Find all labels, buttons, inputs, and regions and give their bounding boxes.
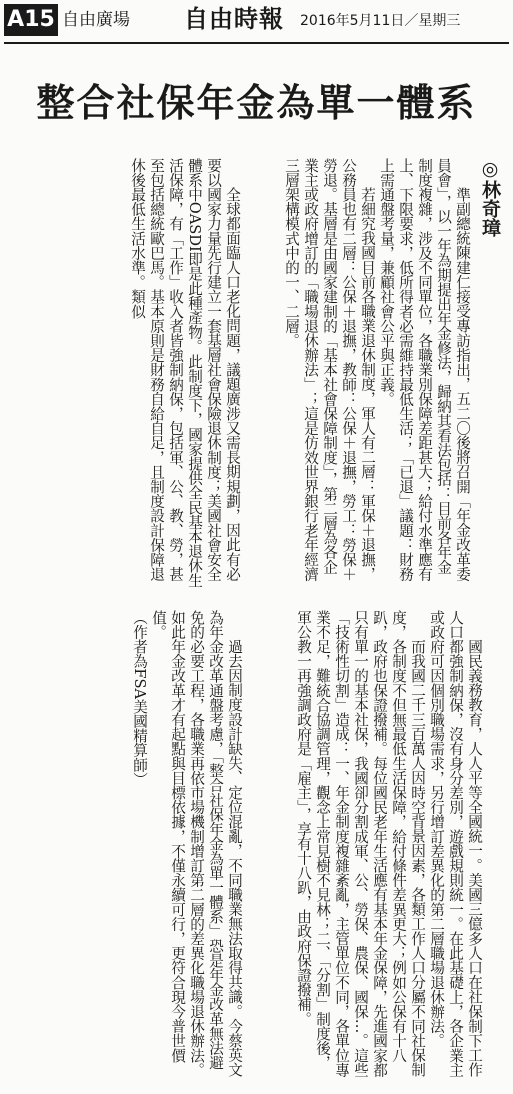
page-header: [0, 0, 513, 46]
newspaper-masthead: 自由時報: [184, 4, 284, 33]
author-credit: （作者為FSA美國精算師）: [131, 610, 148, 787]
paragraph-1: 準副總統陳建仁接受專訪指出，五二〇後將召開「年金改革委員會」，以一年為期提出年金修法，歸納其看法包括：目前各年金制度複雜，涉及不同單位，各職業別保障差距甚大；給付水準應有上、下限要求，低所得者必需維持最低生活；「已退」議題：財務上需通盤考量，兼顧社會公平與正義。: [378, 158, 471, 582]
paragraph-3: 全球都面臨人口老化問題，議題廣涉又需長期規劃，因此有必要以國家力量先行建立一套基層社會保險退休制度；美國社會安全體系中OASDI即是此種產物。此制度下，國家提供全民基本退休生活保障，有「工作」收入者皆強制納保，包括軍、公、教、勞，甚至包括總統歐巴馬。基本原則是財務自給自足，且制度設計保障退休後最低生活水準。類似: [129, 158, 241, 588]
paragraph-5: 而我國二千三百萬人因時空背景因素，各類工作人口分屬不同社保制度，各制度不但無最低生活保障，給付條件差異更大；例如公保有十八趴，政府也保證撥補。每位國民老年生活應有基本年金保障，先進國家都只有單一的基本社保，我國卻分割成軍、公、勞保、農保、國保…。這些「技術性切割」造成：一、年金制度複雜紊亂，主管單位不同，各單位專業不足，難統合協調管理，觀念上常見樹不見林；二、「分割」制度後，軍公教一再強調政府是「雇主」，享有十八趴，由政府保證撥補。: [295, 610, 426, 1078]
page-number: A15: [4, 4, 58, 36]
header-rule: [4, 42, 509, 44]
paragraph-4: 國民義務教育，人人平等全國統一。美國三億多人口在社保制下工作人口都強制納保，沒有身分差別，遊戲規則統一。在此基礎上，各企業主或政府可因個別職場需求，另行增訂差異化的第二層職場退休辦法。: [428, 610, 483, 1078]
section-name: 自由廣場: [62, 10, 130, 30]
article-title: 整合社保年金為單一體系: [36, 81, 477, 126]
text-column-4: [6, 610, 244, 1080]
text-column-3: [246, 610, 484, 1080]
paragraph-6: 過去因制度設計缺失、定位混亂，不同職業無法取得共識。今蔡英文為年金改革通盤考慮，「整合社保年金為單一體系」恐是年金改革無法避免的必要工程，各職業再依市場機制增訂第二層的差異化職場退休辦法。如此年金改革才有起點與目標依據，不僅永續可行，更符合現今普世價值。: [150, 610, 243, 1078]
text-column-1: [240, 158, 472, 588]
issue-date: 2016年5月11日／星期三: [300, 13, 461, 29]
text-column-2: [10, 158, 242, 588]
paragraph-2: 若細究我國目前各職業退休制度，軍人有二層：軍保＋退撫，公務員也有二層：公保＋退撫，教師：公保＋退撫，勞工：勞保＋勞退。基層是由國家建制的「基本社會保障制度」，第二層為各企業主或政府增訂的「職場退休辦法」；這是仿效世界銀行老年經濟三層架構模式中的一、二層。: [283, 158, 376, 582]
article-author: ◎林奇璋: [479, 158, 501, 237]
